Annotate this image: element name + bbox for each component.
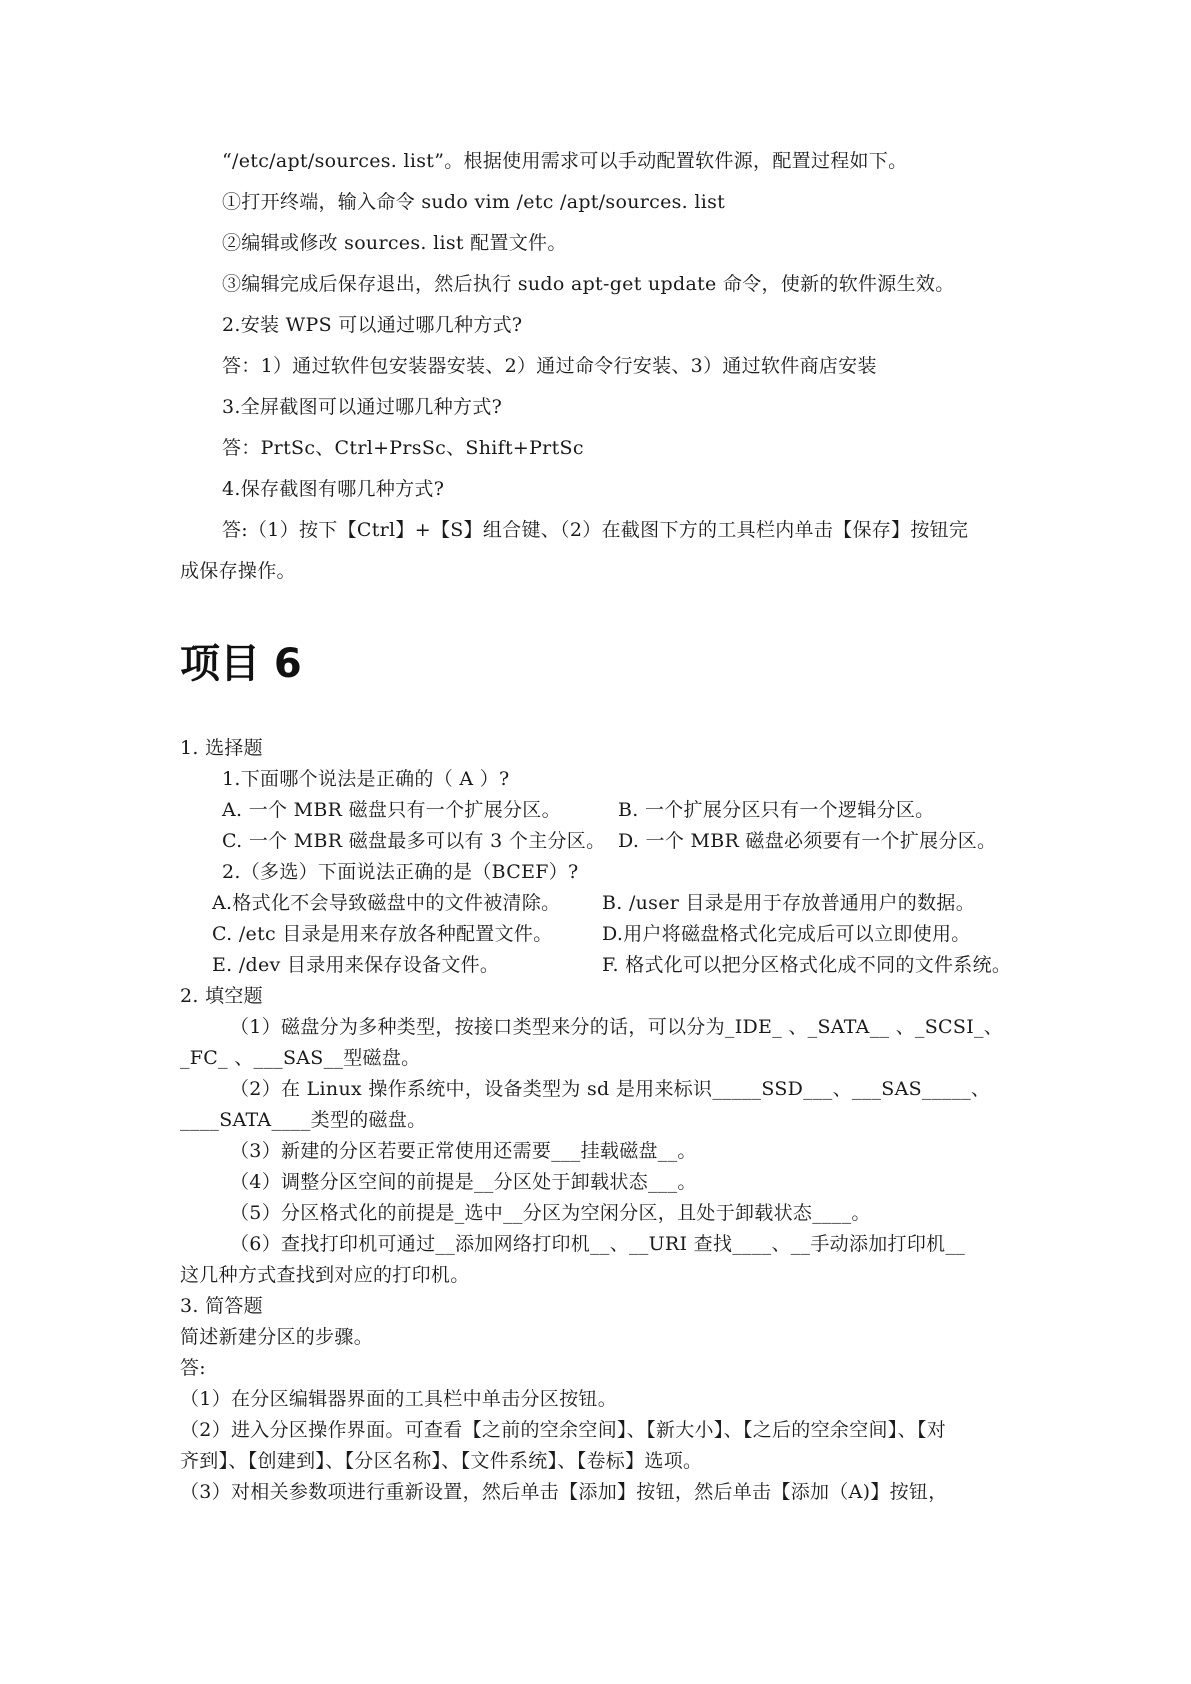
step-line: 齐到】、【创建到】、【分区名称】、【文件系统】、【卷标】选项。: [180, 1450, 703, 1472]
text-line: （4）调整分区空间的前提是__分区处于卸载状态___。: [230, 1171, 697, 1193]
subsection-title: 2. 填空题: [180, 985, 263, 1007]
text-line: （5）分区格式化的前提是_选中__分区为空闲分区，且处于卸载状态____。: [230, 1202, 871, 1224]
text-line: （6）查找打印机可通过__添加网络打印机__、__URI 查找____、__手动添加打印机__: [230, 1233, 966, 1255]
option-c: C. /etc 目录是用来存放各种配置文件。: [212, 923, 553, 945]
answer-line: 答:（1）按下【Ctrl】+【S】组合键、（2）在截图下方的工具栏内单击【保存】按钮完: [222, 519, 969, 541]
question-line: 4.保存截图有哪几种方式?: [222, 478, 445, 500]
answer-line: 成保存操作。: [180, 560, 296, 582]
subsection-title: 1. 选择题: [180, 737, 263, 759]
option-d: D. 一个 MBR 磁盘必须要有一个扩展分区。: [618, 830, 997, 852]
question-line: 1.下面哪个说法是正确的（ A ）?: [222, 768, 510, 790]
option-b: B. /user 目录是用于存放普通用户的数据。: [602, 892, 975, 914]
question-line: 简述新建分区的步骤。: [180, 1326, 374, 1348]
option-a: A.格式化不会导致磁盘中的文件被清除。: [212, 892, 561, 914]
text-line: （1）磁盘分为多种类型，按接口类型来分的话，可以分为_IDE_ 、_SATA__ 、_SCSI_、: [230, 1016, 1004, 1038]
question-line: 2.（多选）下面说法正确的是（BCEF）?: [222, 861, 579, 883]
option-b: B. 一个扩展分区只有一个逻辑分区。: [618, 799, 935, 821]
text-line: 这几种方式查找到对应的打印机。: [180, 1264, 470, 1286]
option-a: A. 一个 MBR 磁盘只有一个扩展分区。: [222, 799, 561, 821]
option-f: F. 格式化可以把分区格式化成不同的文件系统。: [602, 954, 1012, 976]
option-c: C. 一个 MBR 磁盘最多可以有 3 个主分区。: [222, 830, 606, 852]
step-line: （2）进入分区操作界面。可查看【之前的空余空间】、【新大小】、【之后的空余空间】、【对: [180, 1419, 946, 1441]
option-d: D.用户将磁盘格式化完成后可以立即使用。: [602, 923, 971, 945]
answer-line: 答：1）通过软件包安装器安装、2）通过命令行安装、3）通过软件商店安装: [222, 355, 877, 377]
text-line: （3）新建的分区若要正常使用还需要___挂载磁盘__。: [230, 1140, 697, 1162]
step-line: （1）在分区编辑器界面的工具栏中单击分区按钮。: [180, 1388, 617, 1410]
text-line: “/etc/apt/sources. list”。根据使用需求可以手动配置软件源，配置过程如下。: [222, 150, 908, 172]
text-line: ③编辑完成后保存退出，然后执行 sudo apt-get update 命令，使新的软件源生效。: [222, 273, 955, 295]
text-line: _FC_ 、___SAS__型磁盘。: [180, 1047, 421, 1069]
text-line: （2）在 Linux 操作系统中，设备类型为 sd 是用来标识_____SSD___、___SAS_____、: [230, 1078, 991, 1100]
option-e: E. /dev 目录用来保存设备文件。: [212, 954, 500, 976]
section-heading: 项目 6: [180, 641, 302, 687]
subsection-title: 3. 简答题: [180, 1295, 263, 1317]
text-line: ②编辑或修改 sources. list 配置文件。: [222, 232, 567, 254]
step-line: （3）对相关参数项进行重新设置，然后单击【添加】按钮，然后单击【添加（A)】按钮，: [180, 1481, 948, 1503]
text-line: ①打开终端，输入命令 sudo vim /etc /apt/sources. list: [222, 191, 726, 213]
answer-label: 答:: [180, 1357, 207, 1379]
question-line: 3.全屏截图可以通过哪几种方式?: [222, 396, 503, 418]
answer-line: 答：PrtSc、Ctrl+PrsSc、Shift+PrtSc: [222, 437, 584, 459]
question-line: 2.安装 WPS 可以通过哪几种方式?: [222, 314, 523, 336]
text-line: ____SATA____类型的磁盘。: [180, 1109, 427, 1131]
